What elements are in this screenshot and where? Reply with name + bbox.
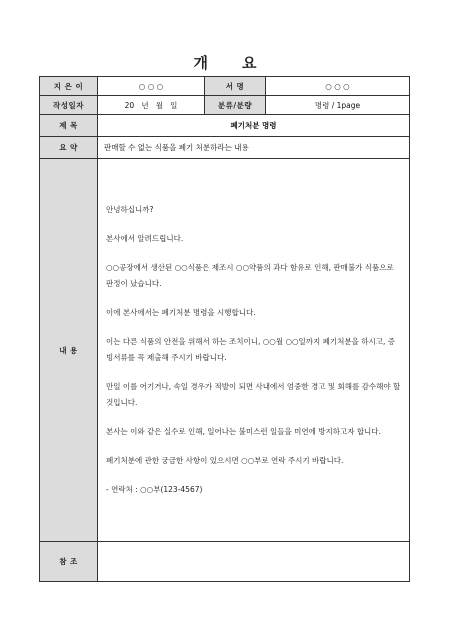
overview-form-table	[39, 76, 410, 582]
signature-value[interactable]: ○ ○ ○	[266, 77, 410, 96]
content-cell[interactable]	[98, 159, 410, 542]
subject-label: 제 목	[40, 115, 98, 137]
content-paragraph: ○○공장에서 생산된 ○○식품은 제조시 ○○약품의 과다 함유로 인해, 판매불가 식품으로 판정이 났습니다.	[106, 263, 394, 288]
content-paragraph: 안녕하십니까?	[106, 205, 154, 214]
content-row	[40, 159, 410, 542]
content-paragraph: 만일 이를 어기거나, 속일 경우가 적발이 되면 사내에서 엄중한 경고 및 회해를 감수해야 할 것입니다.	[106, 382, 401, 407]
content-label: 내 용	[40, 159, 98, 542]
document-title-char-1: 개	[193, 54, 208, 72]
category-label: 분류/분량	[205, 96, 266, 115]
date-row	[40, 96, 410, 115]
content-paragraph: 본사는 이와 같은 실수로 인해, 일어나는 불미스런 일들을 미연에 방지하고자 합니다.	[106, 427, 381, 436]
content-paragraph: 본사에서 알려드립니다.	[106, 234, 184, 243]
author-label: 지 은 이	[40, 77, 98, 96]
date-label: 작성일자	[40, 96, 98, 115]
document-title-char-2: 요	[242, 54, 257, 72]
signature-label: 서 명	[205, 77, 266, 96]
content-paragraph: 폐기처분에 관한 궁금한 사항이 있으시면 ○○부로 연락 주시기 바랍니다.	[106, 456, 344, 465]
date-value[interactable]: 20 년 월 일	[98, 96, 205, 115]
author-value[interactable]: ○ ○ ○	[98, 77, 205, 96]
summary-row	[40, 137, 410, 159]
document-title	[0, 52, 450, 73]
subject-row	[40, 115, 410, 137]
content-paragraph: - 연락처 : ○○부(123-4567)	[106, 485, 203, 494]
summary-value[interactable]: 판매할 수 없는 식품을 폐기 처분하라는 내용	[98, 137, 410, 159]
content-paragraph: 이에 본사에서는 폐기처분 명령을 시행합니다.	[106, 308, 256, 317]
content-paragraph: 이는 다른 식품의 안전을 위해서 하는 조치이니, ○○월 ○○일까지 폐기처분을 하시고, 증빙서류를 꼭 제출해 주시기 바랍니다.	[106, 337, 396, 362]
category-value[interactable]: 명령 / 1page	[266, 96, 410, 115]
content-body	[104, 202, 403, 498]
summary-label: 요 약	[40, 137, 98, 159]
subject-value[interactable]: 폐기처분 명령	[98, 115, 410, 137]
author-row	[40, 77, 410, 96]
reference-row	[40, 542, 410, 582]
reference-label: 참 조	[40, 542, 98, 582]
reference-value[interactable]	[98, 542, 410, 582]
